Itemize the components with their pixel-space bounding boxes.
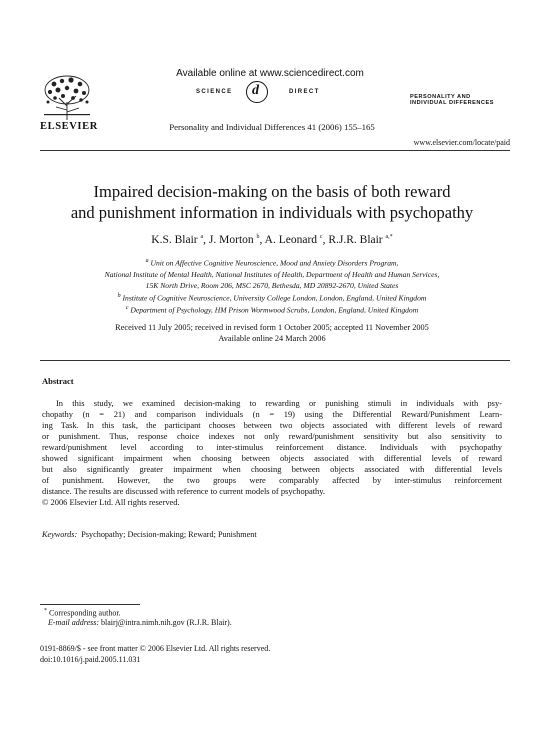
author-name: R.J.R. Blair <box>328 234 383 246</box>
author-list: K.S. Blair $^a$, J. Morton $^b$, A. Leonard $^c$, R.J.R. Blair $^{a,*}$ <box>151 234 393 246</box>
available-online-date: Available online 24 March 2006 <box>218 334 326 343</box>
sciencedirect-science: SCIENCE <box>196 89 233 95</box>
journal-reference: Personality and Individual Differences 41 (2006) 155–165 <box>169 122 375 132</box>
abstract-line: In this study, we examined decision-making to rewarding or punishing stimuli in individuals with psy- <box>56 398 502 408</box>
abstract-line: reward/punishment level according to inter-stimulus reinforcement distance. Individuals with psychopathy <box>42 442 502 453</box>
title-line-2: and punishment information in individuals with psychopathy <box>70 203 474 222</box>
elsevier-tree-logo <box>40 74 94 120</box>
email-link[interactable]: blairj@intra.nimh.nih.gov <box>101 618 185 627</box>
title-line-1: Impaired decision-making on the basis of both reward <box>93 182 451 201</box>
journal-logo-text <box>410 94 510 106</box>
journal-logo-line-2: INDIVIDUAL DIFFERENCES <box>410 100 494 106</box>
footnote-divider <box>40 604 140 605</box>
affiliations <box>0 256 544 316</box>
abstract-divider <box>40 360 510 361</box>
author-sup: a <box>200 234 204 241</box>
author-name: A. Leonard <box>264 234 318 246</box>
publisher-name: ELSEVIER <box>40 121 98 132</box>
abstract-line: but also significantly greater impairment when choosing between objects associated with differential levels <box>42 464 502 475</box>
journal-url-link[interactable]: www.elsevier.com/locate/paid <box>413 138 510 147</box>
issn-line: 0191-8869/$ - see front matter © 2006 Elsevier Ltd. All rights reserved. <box>40 644 271 653</box>
abstract-line: distance. The results are discussed with reference to current models of psychopathy. <box>42 486 326 497</box>
email-note <box>40 617 232 628</box>
author-sup: a,* <box>385 234 393 241</box>
abstract-line: chopathy (n = 21) and comparison individuals (n = 19) using the Differential Reward/Punishment Learn- <box>42 409 502 420</box>
abstract-line: or punishment. Thus, response choice indexes not only reward/punishment sensitivity but also sensitivity to <box>42 431 502 442</box>
affiliation-line: 15K North Drive, Room 206, MSC 2670, Bethesda, MD 20892-2670, United States <box>145 280 399 290</box>
affiliation-line: $^b$ Institute of Cognitive Neuroscience, University College London, London, England, United Kingdom <box>117 292 427 303</box>
abstract-heading: Abstract <box>42 376 74 386</box>
sciencedirect-direct: DIRECT <box>289 89 320 95</box>
header-divider <box>40 150 510 151</box>
available-online-text: Available online at www.sciencedirect.com <box>176 68 364 79</box>
author-name: J. Morton <box>208 234 254 246</box>
article-history <box>0 322 544 344</box>
sciencedirect-at-icon: d <box>246 81 268 103</box>
email-suffix: (R.J.R. Blair). <box>186 618 232 627</box>
abstract-line: showed significant impairment when choosing between objects associated with differential levels of reward <box>42 453 502 464</box>
abstract-line: of punishment. However, the two groups were comparably affected by inter-stimulus reinforcement <box>42 475 502 486</box>
email-label: E-mail address: <box>48 618 100 627</box>
abstract-line: ing Task. In this task, the participant chooses between two objects associated with different levels of reward <box>42 420 502 431</box>
affiliation-line: $^c$ Department of Psychology, HM Prison Wormwood Scrubs, London, England, United Kingdom <box>125 305 419 315</box>
affiliation-line: National Institute of Mental Health, National Institutes of Health, Department of Health and Human Services, <box>104 269 440 279</box>
publication-info <box>40 643 270 665</box>
keywords-label: Keywords: <box>42 530 78 539</box>
article-title <box>0 181 544 223</box>
abstract-body <box>42 398 502 508</box>
affiliation-line: $^a$ Unit on Affective Cognitive Neuroscience, Mood and Anxiety Disorders Program, <box>145 258 399 268</box>
author-sup: b <box>256 234 260 241</box>
doi-link[interactable]: doi:10.1016/j.paid.2005.11.031 <box>40 655 141 664</box>
journal-logo-line-1: PERSONALITY AND <box>410 94 471 100</box>
author-sup: c <box>319 234 323 241</box>
received-dates: Received 11 July 2005; received in revised form 1 October 2005; accepted 11 November 2005 <box>115 323 429 332</box>
author-name: K.S. Blair <box>151 234 198 246</box>
copyright-line: © 2006 Elsevier Ltd. All rights reserved. <box>42 497 180 508</box>
keywords <box>42 530 257 539</box>
corresponding-author-note: * Corresponding author. <box>44 608 121 618</box>
keywords-list: Psychopathy; Decision-making; Reward; Punishment <box>81 530 257 539</box>
